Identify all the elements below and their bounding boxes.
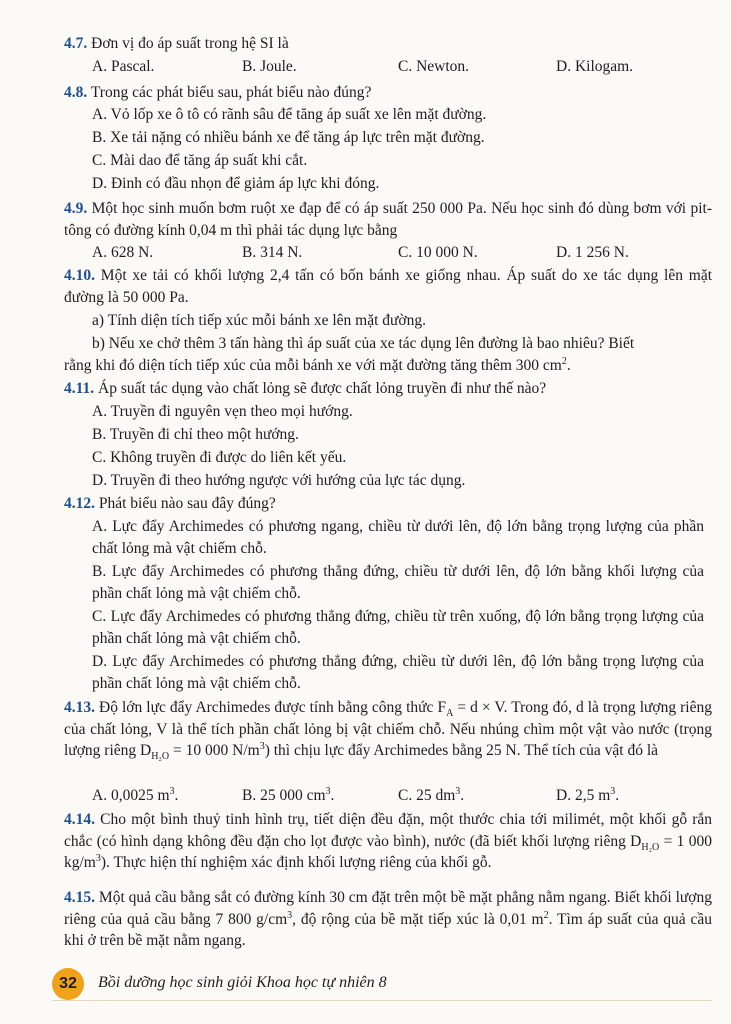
question-text-1: Cho một bình thuỷ tinh hình trụ, tiết diện đều đặn, một thước chia tới milimét, một khối gỗ rắn chắc (có hình dạng không đều đặn cho lọt được vào bình), nước (đã biết khối lượng riêng D xyxy=(64,811,712,850)
option-a-text: A. 0,0025 m xyxy=(92,787,170,804)
superscript: 3 xyxy=(287,909,293,921)
option-b: B. Joule. xyxy=(242,58,297,75)
question-number: 4.13. xyxy=(64,699,95,716)
option-d xyxy=(556,785,619,807)
part-b-text: rằng khi đó diện tích tiếp xúc của mỗi bánh xe với mặt đường tăng thêm 300 cm xyxy=(64,357,562,374)
question-text: Một xe tải có khối lượng 2,4 tấn có bốn bánh xe giống nhau. Áp suất do xe tác dụng lên mặt đường là 50 000 Pa. xyxy=(64,267,713,306)
option-a-text: A. Lực đẩy Archimedes có phương ngang, chiều từ dưới lên, độ lớn bằng trọng lượng của phần chất lỏng mà vật chiếm chỗ. xyxy=(92,518,704,557)
question-number: 4.15. xyxy=(64,889,95,906)
option-b: B. Truyền đi chỉ theo một hướng. xyxy=(92,426,299,443)
question-text-3: ). Thực hiện thí nghiệm xác định khối lượng riêng của khối gỗ. xyxy=(100,854,492,871)
question-text: Trong các phát biểu sau, phát biểu nào đúng? xyxy=(90,84,372,101)
option-end: . xyxy=(174,787,179,804)
superscript: 3 xyxy=(169,785,175,797)
question-text-4: ) thì chịu lực đẩy Archimedes bằng 25 N. Thể tích của vật đó là xyxy=(264,742,659,759)
question-text: Áp suất tác dụng vào chất lỏng sẽ được chất lỏng truyền đi như thế nào? xyxy=(98,380,547,397)
question-text-3: . Tìm áp suất của quả cầu khi ở trên bề mặt nằm ngang. xyxy=(64,910,712,949)
question-number: 4.7. xyxy=(64,35,88,52)
question-number: 4.12. xyxy=(64,495,95,512)
part-a: a) Tính diện tích tiếp xúc mỗi bánh xe lên mặt đường. xyxy=(92,312,426,329)
question-number: 4.11. xyxy=(64,380,95,397)
footer-divider xyxy=(52,1000,712,1001)
question-4-7 xyxy=(64,33,712,55)
superscript: 3 xyxy=(259,740,265,752)
option-b: B. 314 N. xyxy=(242,244,303,261)
option-d: D. Truyền đi theo hướng ngược với hướng của lực tác dụng. xyxy=(92,472,466,489)
part-b-line1: b) Nếu xe chở thêm 3 tấn hàng thì áp suất của xe tác dụng lên đường là bao nhiêu? Biết xyxy=(92,335,635,352)
question-4-11 xyxy=(64,378,712,400)
option-d: D. 1 256 N. xyxy=(556,244,629,261)
subscript: H₂O xyxy=(151,751,170,763)
subscript: A xyxy=(446,708,454,720)
option-b-text: B. 25 000 cm xyxy=(242,787,326,804)
part-b-line2 xyxy=(64,355,571,377)
option-c: C. Mài dao để tăng áp suất khi cắt. xyxy=(92,152,308,169)
question-text-2: , độ rộng của bề mặt tiếp xúc là 0,01 m xyxy=(292,910,544,928)
question-text: Một học sinh muốn bơm ruột xe đạp để có áp suất 250 000 Pa. Nếu học sinh đó dùng bơm với pit-tông có đường kính 0,04 m thì phải tác dụng lực bằng xyxy=(64,200,713,239)
question-text: Đơn vị đo áp suất trong hệ SI là xyxy=(91,35,289,52)
option-b-text: B. Lực đẩy Archimedes có phương thẳng đứng, chiều từ dưới lên, độ lớn bằng khối lượng của phần chất lỏng mà vật chiếm chỗ. xyxy=(92,563,704,602)
option-d xyxy=(92,651,704,694)
question-4-8 xyxy=(64,82,712,104)
question-text-2: = 1 000 kg/m xyxy=(64,832,712,871)
book-title: Bồi dưỡng học sinh giỏi Khoa học tự nhiên 8 xyxy=(98,974,387,991)
option-d-text: D. 2,5 m xyxy=(556,787,611,804)
superscript: 3 xyxy=(610,785,616,797)
option-c: C. Không truyền đi được do liên kết yếu. xyxy=(92,449,347,466)
question-text-1: Độ lớn lực đẩy Archimedes được tính bằng công thức F xyxy=(99,699,447,716)
question-4-13 xyxy=(64,697,712,762)
option-d: D. Đinh có đầu nhọn để giảm áp lực khi đóng. xyxy=(92,175,380,192)
option-a: A. Truyền đi nguyên vẹn theo mọi hướng. xyxy=(92,403,353,420)
option-end: . xyxy=(615,787,620,804)
option-a xyxy=(92,516,704,559)
option-end: . xyxy=(330,787,335,804)
option-a: A. Vỏ lốp xe ô tô có rãnh sâu để tăng áp suất xe lên mặt đường. xyxy=(92,106,487,123)
option-b xyxy=(242,785,334,807)
question-text: Phát biểu nào sau đây đúng? xyxy=(98,495,276,512)
superscript: 3 xyxy=(95,852,101,864)
subscript: H₂O xyxy=(641,841,660,853)
option-b xyxy=(92,561,704,604)
question-number: 4.10. xyxy=(64,267,95,284)
question-4-12 xyxy=(64,493,712,515)
question-text-2: = d × V. Trong đó, d là trọng lượng riêng của chất lỏng, V là thể tích phần chất lỏng bị vật chiếm chỗ. Nếu nhúng chìm một vật vào nước (trọng lượng riêng D xyxy=(64,699,712,759)
superscript: 3 xyxy=(325,785,331,797)
question-number: 4.8. xyxy=(64,84,88,101)
option-end: . xyxy=(460,787,465,804)
superscript: 2 xyxy=(543,909,549,921)
option-d-text: D. Lực đẩy Archimedes có phương thẳng đứng, chiều từ dưới lên, độ lớn bằng trọng lượng của phần chất lỏng mà vật chiếm chỗ. xyxy=(92,653,704,692)
question-text-1: Một quả cầu bằng sắt có đường kính 30 cm đặt trên một bề mặt phẳng nằm ngang. Biết khối lượng riêng của quả cầu bằng 7 800 g/cm xyxy=(64,889,712,928)
superscript: 2 xyxy=(561,355,567,367)
question-4-15 xyxy=(64,887,712,952)
option-b: B. Xe tải nặng có nhiều bánh xe để tăng áp lực trên mặt đường. xyxy=(92,129,485,146)
question-number: 4.9. xyxy=(64,200,88,217)
question-text-3: = 10 000 N/m xyxy=(169,742,260,759)
option-c-text: C. Lực đẩy Archimedes có phương thẳng đứng, chiều từ trên xuống, độ lớn bằng trọng lượng của phần chất lỏng mà vật chiếm chỗ. xyxy=(92,608,704,647)
option-d: D. Kilogam. xyxy=(556,58,634,75)
question-4-10 xyxy=(64,265,712,308)
part-b-end: . xyxy=(566,357,571,374)
option-c: C. 10 000 N. xyxy=(398,244,478,261)
superscript: 3 xyxy=(455,785,461,797)
option-c: C. Newton. xyxy=(398,58,470,75)
part-b xyxy=(92,333,712,355)
question-4-9 xyxy=(64,198,712,241)
option-c xyxy=(92,606,704,649)
option-c-text: C. 25 dm xyxy=(398,787,456,804)
question-number: 4.14. xyxy=(64,811,95,828)
option-a: A. Pascal. xyxy=(92,58,155,75)
option-a xyxy=(92,785,178,807)
question-4-14 xyxy=(64,809,712,874)
page-number-badge: 32 xyxy=(52,968,84,1000)
option-a: A. 628 N. xyxy=(92,244,154,261)
option-c xyxy=(398,785,464,807)
